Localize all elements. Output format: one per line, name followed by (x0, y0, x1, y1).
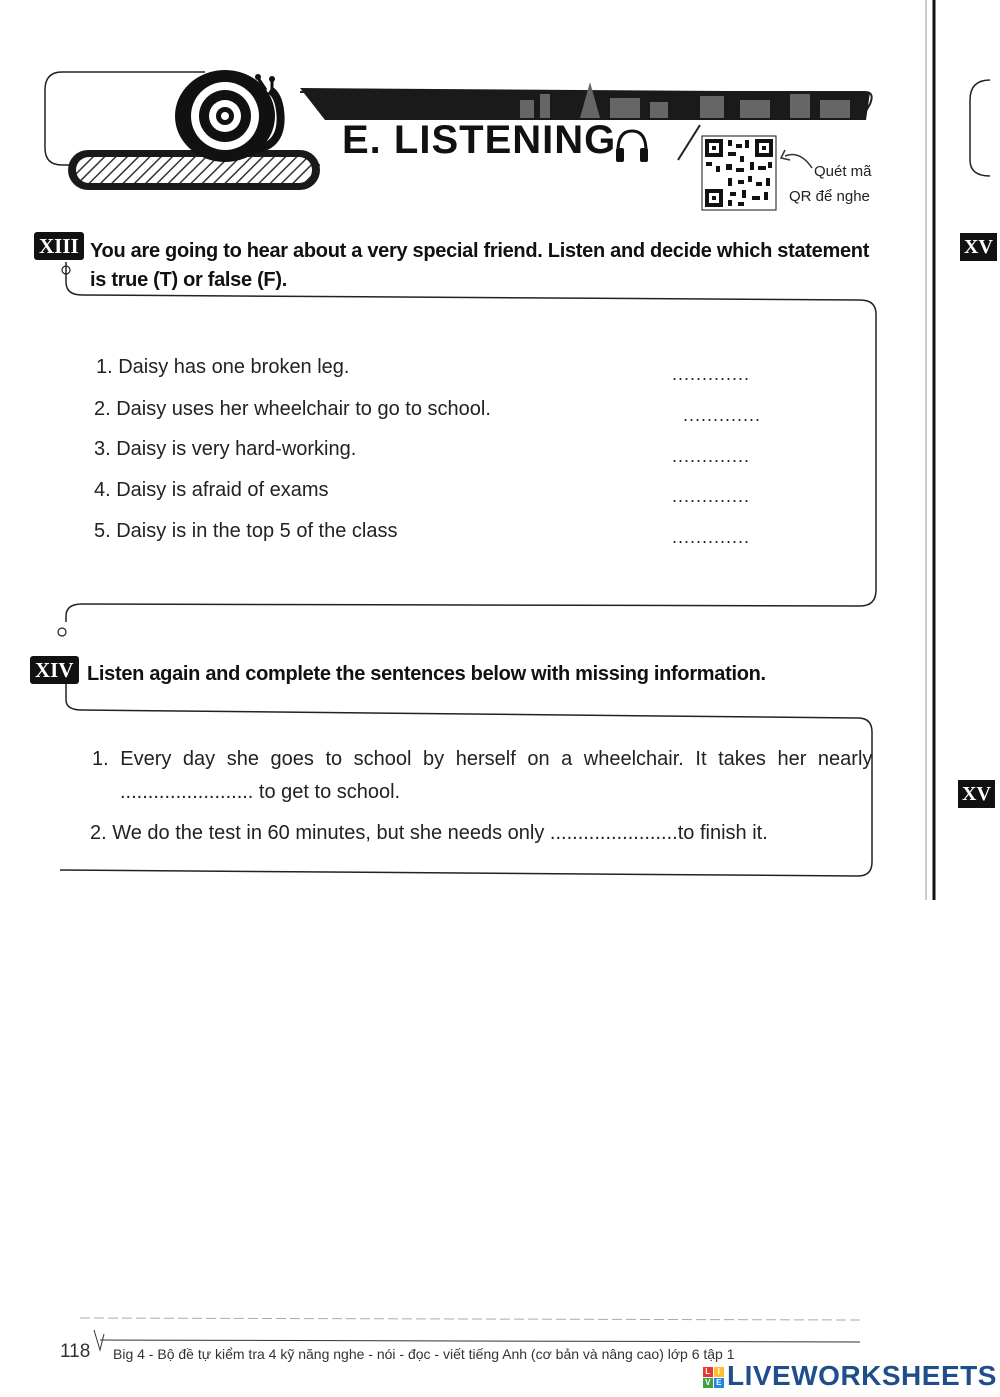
watermark-text: LIVEWORKSHEETS (727, 1360, 997, 1391)
exercise-13-item-2: 2. Daisy uses her wheelchair to go to school. (94, 398, 491, 420)
liveworksheets-watermark (703, 1360, 997, 1392)
page-number: 118 (60, 1341, 91, 1362)
next-page-badge-2: XV (958, 780, 995, 808)
exercise-13-answer-1[interactable]: ............. (672, 364, 751, 384)
next-page-badge-1: XV (960, 233, 997, 261)
qr-note-line2: QR để nghe (789, 188, 870, 205)
exercise-13-instruction-line2: is true (T) or false (F). (90, 269, 287, 291)
exercise-13-instruction-line1: You are going to hear about a very special friend. Listen and decide which statement (90, 240, 870, 262)
exercise-13-item-1: 1. Daisy has one broken leg. (96, 356, 350, 378)
exercise-14-item-2[interactable]: 2. We do the test in 60 minutes, but she needs only .......................to finish it. (90, 822, 768, 844)
exercise-14-instruction: Listen again and complete the sentences below with missing information. (87, 663, 766, 685)
book-title: Big 4 - Bộ đề tự kiểm tra 4 kỹ năng nghe - nói - đọc - viết tiếng Anh (cơ bản và nâng cao) lớp 6 tập 1 (113, 1346, 735, 1362)
exercise-14-item-1-line1: 1. Every day she goes to school by herself on a wheelchair. It takes her nearly (92, 748, 873, 770)
exercise-13-answer-5[interactable]: ............. (672, 527, 751, 547)
section-title: E. LISTENING (342, 118, 617, 162)
exercise-13-answer-2[interactable]: ............. (683, 405, 762, 425)
exercise-13-item-4: 4. Daisy is afraid of exams (94, 479, 329, 501)
exercise-14-badge: XIV (30, 656, 79, 684)
exercise-13-item-3: 3. Daisy is very hard-working. (94, 438, 357, 460)
exercise-13-answer-3[interactable]: ............. (672, 446, 751, 466)
exercise-13-item-5: 5. Daisy is in the top 5 of the class (94, 520, 398, 542)
liveworksheets-logo-icon: L I V E (703, 1367, 724, 1388)
qr-note-line1: Quét mã (814, 163, 872, 180)
exercise-13-badge: XIII (34, 232, 84, 260)
exercise-14-item-1-line2[interactable]: ........................ to get to school. (120, 781, 401, 803)
exercise-13-answer-4[interactable]: ............. (672, 486, 751, 506)
